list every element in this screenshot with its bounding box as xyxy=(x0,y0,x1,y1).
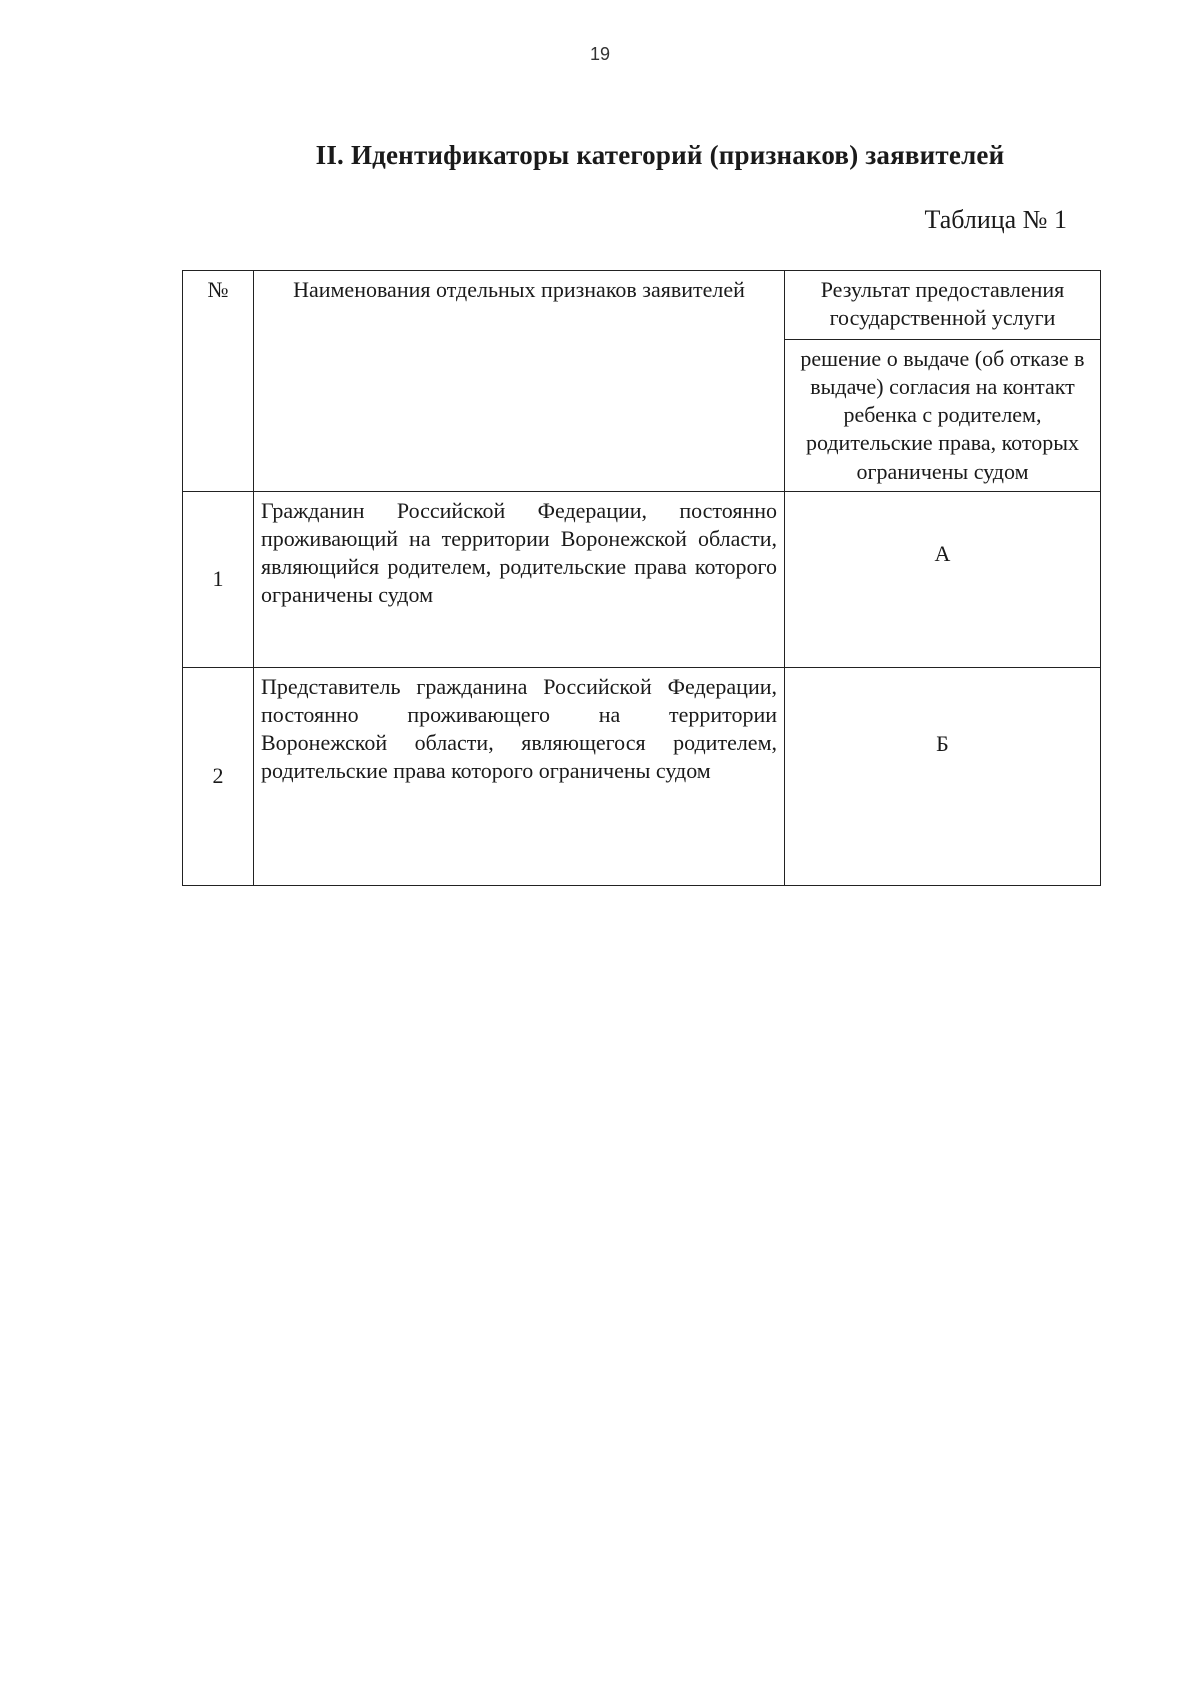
table-caption: Таблица № 1 xyxy=(924,205,1067,234)
row-num-cell: 1 xyxy=(183,491,254,667)
row-code-cell: А xyxy=(785,491,1101,667)
row-num-cell: 2 xyxy=(183,667,254,885)
table-row xyxy=(183,491,1101,667)
table-header-row xyxy=(183,271,1101,340)
section-title: II. Идентификаторы категорий (признаков) заявителей xyxy=(315,140,1005,170)
row-code-cell: Б xyxy=(785,667,1101,885)
row-name-cell: Представитель гражданина Российской Федерации, постоянно проживающего на территории Воронежской области, являющегося родителем, родительские права которого ограничены судом xyxy=(254,667,785,885)
applicant-categories-table xyxy=(182,270,1101,886)
table-row xyxy=(183,667,1101,885)
header-num-cell: № xyxy=(183,271,254,492)
page-number: 19 xyxy=(589,44,611,64)
header-result-subcell: решение о выдаче (об отказе в выдаче) согласия на контакт ребенка с родителем, родительские права, которых ограничены судом xyxy=(785,340,1101,492)
header-name-cell: Наименования отдельных признаков заявителей xyxy=(254,271,785,492)
header-result-cell: Результат предоставления государственной услуги xyxy=(785,271,1101,340)
row-name-cell: Гражданин Российской Федерации, постоянно проживающий на территории Воронежской области, являющийся родителем, родительские права которого ограничены судом xyxy=(254,491,785,667)
